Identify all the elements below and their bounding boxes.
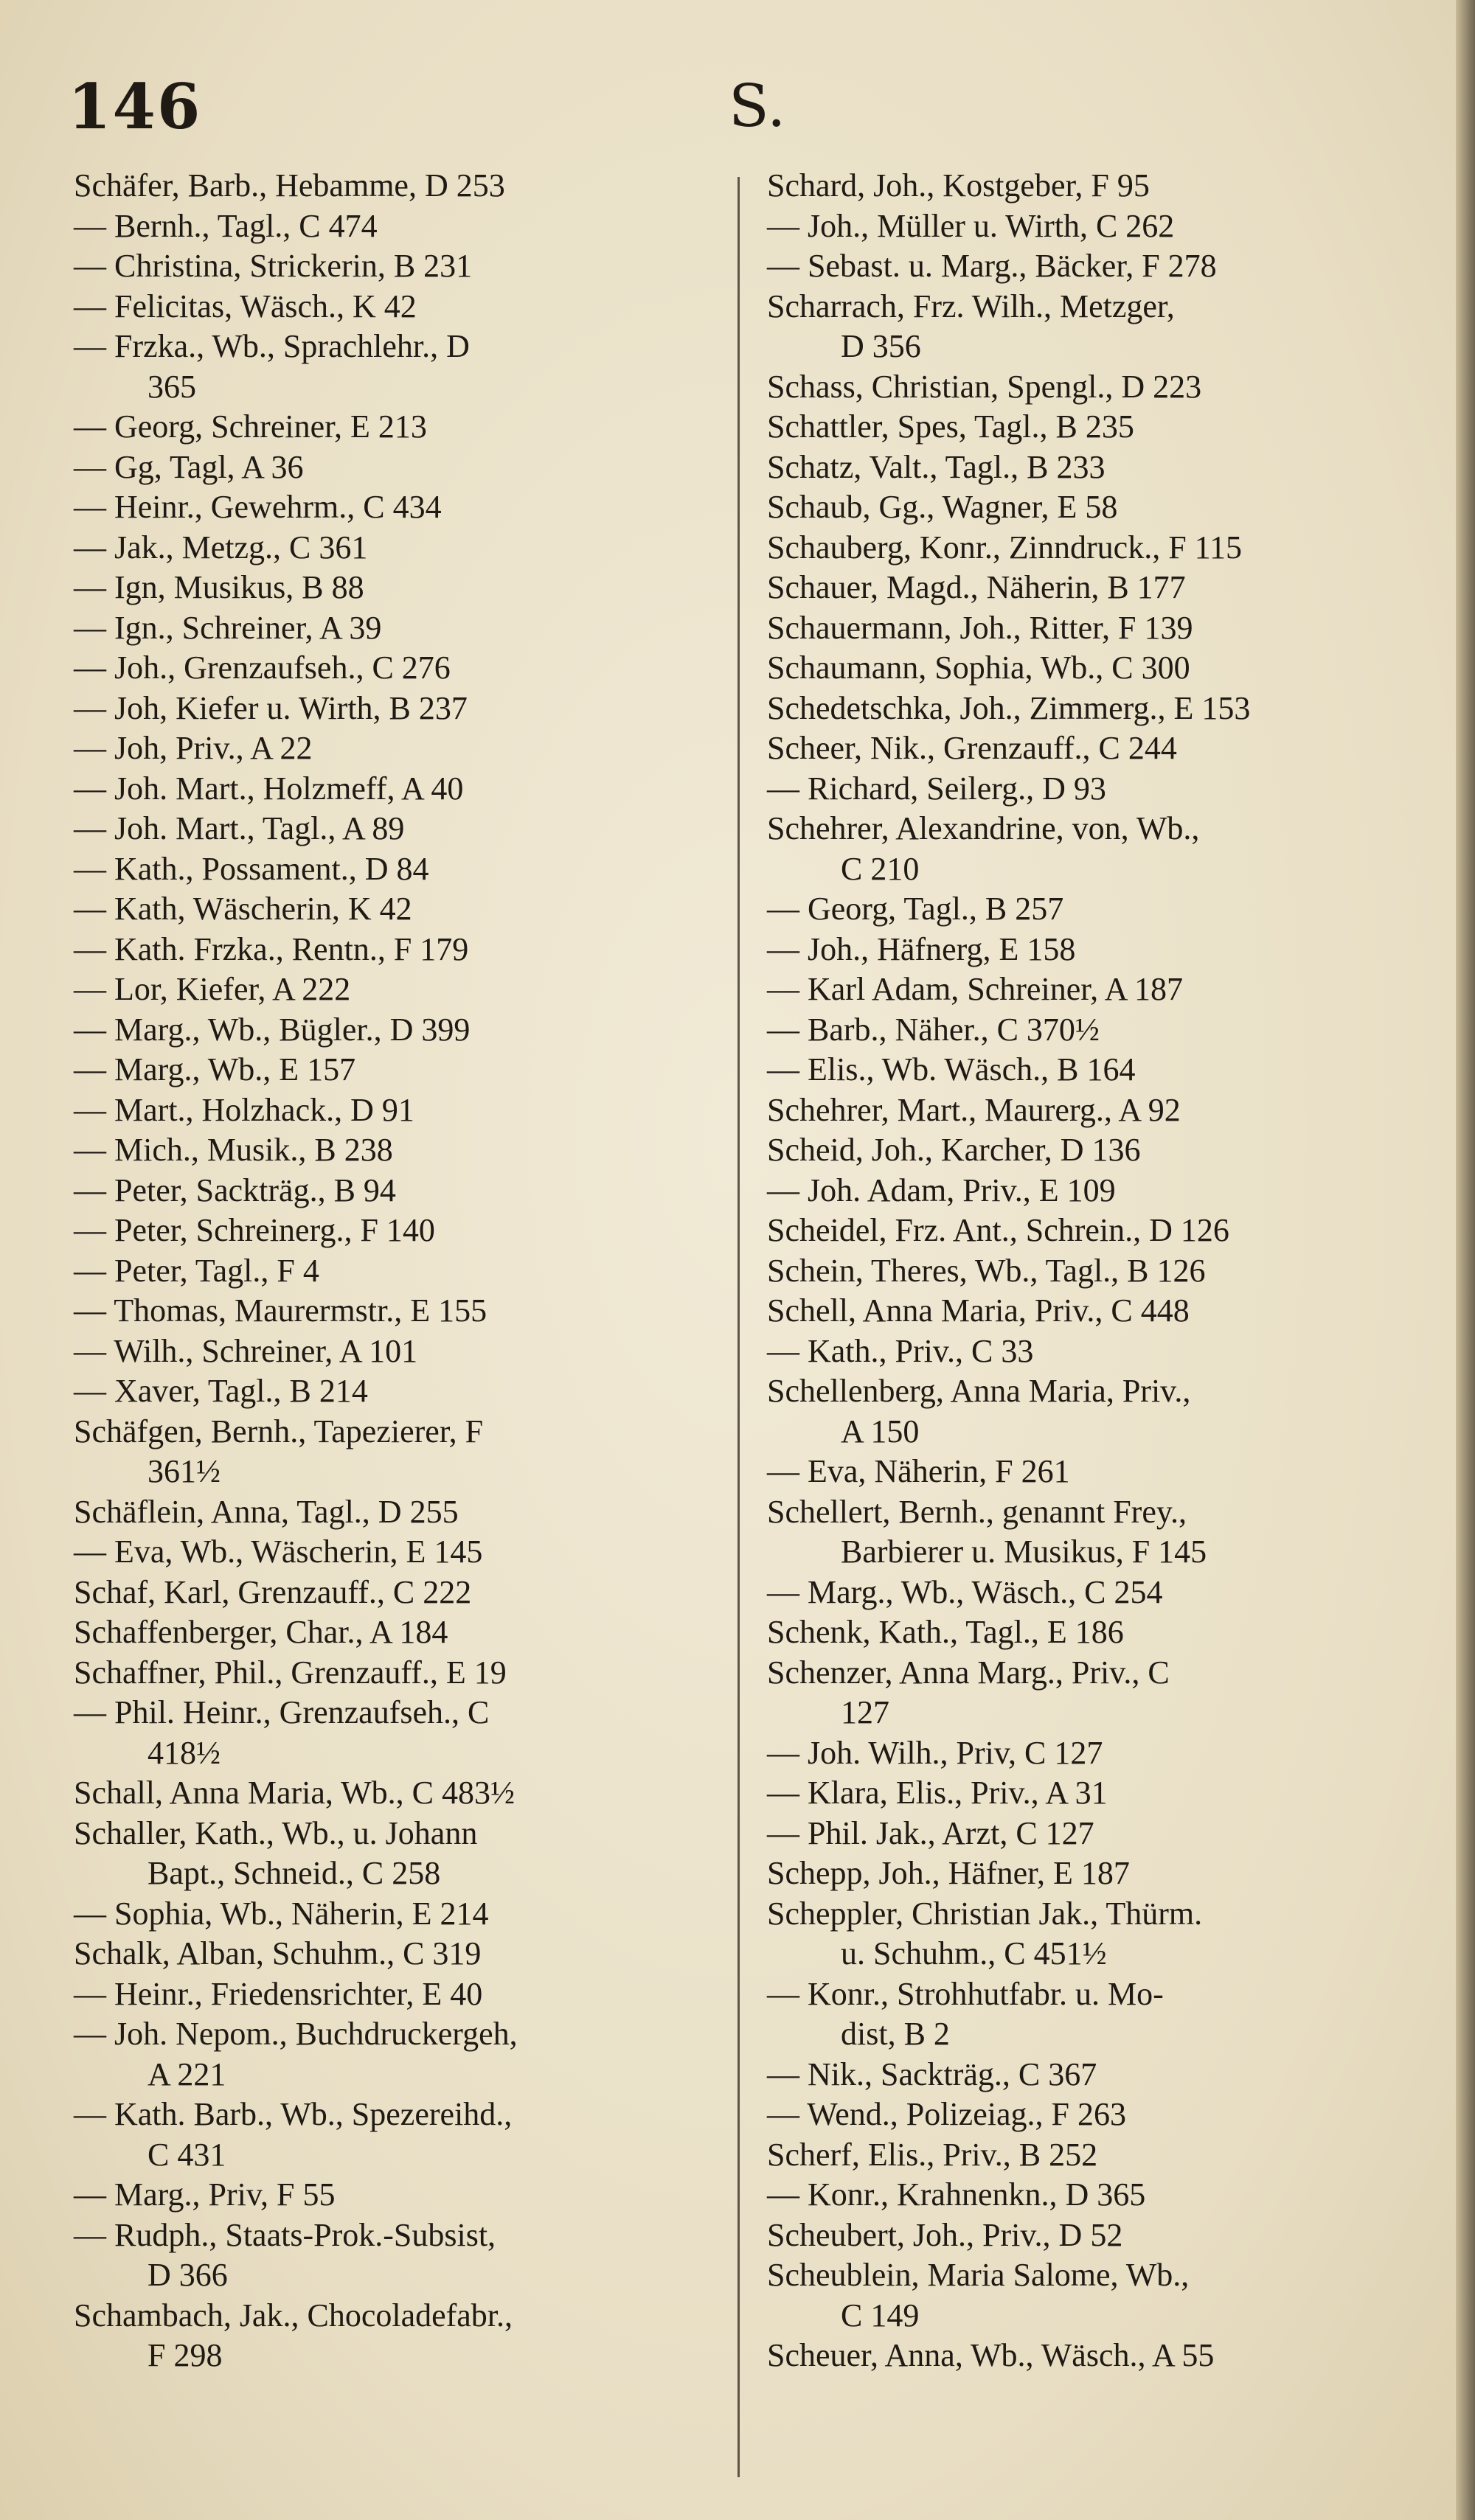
directory-entry: Schäfgen, Bernh., Tapezierer, F (74, 1413, 484, 1449)
directory-entry: Schäflein, Anna, Tagl., D 255 (74, 1493, 459, 1530)
sub-entry: — Peter, Schreinerg., F 140 (74, 1212, 435, 1248)
directory-entry: Schauer, Magd., Näherin, B 177 (767, 569, 1186, 605)
sub-entry: — Peter, Tagl., F 4 (74, 1252, 319, 1289)
sub-entry: — Eva, Näherin, F 261 (767, 1453, 1070, 1489)
directory-entry: Scheid, Joh., Karcher, D 136 (767, 1132, 1141, 1168)
directory-entry: Schaffenberger, Char., A 184 (74, 1614, 448, 1650)
directory-entry: Schauberg, Konr., Zinndruck., F 115 (767, 529, 1243, 565)
sub-entry: — Frzka., Wb., Sprachlehr., D (74, 328, 470, 364)
entry-continuation: 418½ (148, 1734, 221, 1771)
directory-entry: Scheublein, Maria Salome, Wb., (767, 2257, 1190, 2293)
sub-entry: — Heinr., Gewehrm., C 434 (74, 489, 442, 525)
column-divider (738, 177, 740, 2477)
directory-entry: Schehrer, Alexandrine, von, Wb., (767, 810, 1200, 846)
directory-entry: Scherf, Elis., Priv., B 252 (767, 2136, 1098, 2173)
directory-entry: Scheubert, Joh., Priv., D 52 (767, 2216, 1123, 2253)
directory-entry: Schaller, Kath., Wb., u. Johann (74, 1814, 478, 1851)
sub-entry: — Joh. Mart., Tagl., A 89 (74, 810, 405, 846)
directory-entry: Schauermann, Joh., Ritter, F 139 (767, 609, 1193, 646)
directory-entry: Schall, Anna Maria, Wb., C 483½ (74, 1775, 515, 1811)
sub-entry: — Joh, Priv., A 22 (74, 730, 313, 766)
directory-entry: Scheuer, Anna, Wb., Wäsch., A 55 (767, 2337, 1215, 2373)
sub-entry: — Ign, Musikus, B 88 (74, 569, 364, 605)
sub-entry: — Marg., Priv, F 55 (74, 2176, 336, 2213)
page-edge (1456, 0, 1475, 2520)
sub-entry: — Georg, Schreiner, E 213 (74, 408, 427, 445)
directory-entry: Schedetschka, Joh., Zimmerg., E 153 (767, 689, 1251, 726)
directory-entry: Schäfer, Barb., Hebamme, D 253 (74, 167, 505, 203)
directory-entry: Schard, Joh., Kostgeber, F 95 (767, 167, 1150, 203)
sub-entry: — Ign., Schreiner, A 39 (74, 609, 382, 646)
sub-entry: — Joh. Adam, Priv., E 109 (767, 1172, 1116, 1208)
entry-continuation: D 366 (148, 2257, 228, 2293)
sub-entry: — Kath, Wäscherin, K 42 (74, 891, 412, 927)
sub-entry: — Nik., Sackträg., C 367 (767, 2056, 1097, 2092)
sub-entry: — Eva, Wb., Wäscherin, E 145 (74, 1534, 483, 1570)
sub-entry: — Joh. Nepom., Buchdruckergeh, (74, 2016, 518, 2052)
sub-entry: — Marg., Wb., Bügler., D 399 (74, 1011, 471, 1048)
entry-continuation: u. Schuhm., C 451½ (841, 1935, 1107, 1971)
entry-continuation: F 298 (148, 2337, 223, 2373)
directory-entry: Schaffner, Phil., Grenzauff., E 19 (74, 1654, 507, 1691)
entry-continuation: C 210 (841, 850, 920, 887)
sub-entry: — Mich., Musik., B 238 (74, 1132, 393, 1168)
directory-entry: Schein, Theres, Wb., Tagl., B 126 (767, 1252, 1206, 1289)
directory-entry: Schell, Anna Maria, Priv., C 448 (767, 1292, 1190, 1329)
sub-entry: — Marg., Wb., Wäsch., C 254 (767, 1573, 1163, 1610)
sub-entry: — Georg, Tagl., B 257 (767, 891, 1064, 927)
sub-entry: — Kath., Possament., D 84 (74, 850, 429, 887)
directory-entry: Schaf, Karl, Grenzauff., C 222 (74, 1573, 472, 1610)
entry-continuation: dist, B 2 (841, 2016, 950, 2052)
sub-entry: — Joh., Müller u. Wirth, C 262 (767, 207, 1175, 244)
sub-entry: — Lor, Kiefer, A 222 (74, 971, 351, 1007)
directory-entry: Schass, Christian, Spengl., D 223 (767, 368, 1202, 405)
sub-entry: — Rudph., Staats-Prok.-Subsist, (74, 2216, 496, 2253)
sub-entry: — Karl Adam, Schreiner, A 187 (767, 971, 1184, 1007)
sub-entry: — Thomas, Maurermstr., E 155 (74, 1292, 487, 1329)
sub-entry: — Joh. Mart., Holzmeff, A 40 (74, 770, 464, 807)
sub-entry: — Sebast. u. Marg., Bäcker, F 278 (767, 248, 1217, 284)
sub-entry: — Peter, Sackträg., B 94 (74, 1172, 396, 1208)
entry-continuation: C 149 (841, 2297, 920, 2333)
directory-entry: Schaumann, Sophia, Wb., C 300 (767, 650, 1190, 686)
entry-continuation: C 431 (148, 2136, 226, 2173)
sub-entry: — Joh., Häfnerg, E 158 (767, 930, 1076, 967)
sub-entry: — Phil. Jak., Arzt, C 127 (767, 1814, 1094, 1851)
sub-entry: — Barb., Näher., C 370½ (767, 1011, 1100, 1048)
directory-entry: Scharrach, Frz. Wilh., Metzger, (767, 288, 1175, 324)
sub-entry: — Richard, Seilerg., D 93 (767, 770, 1106, 807)
sub-entry: — Felicitas, Wäsch., K 42 (74, 288, 417, 324)
directory-entry: Schepp, Joh., Häfner, E 187 (767, 1855, 1130, 1891)
directory-entry: Scheidel, Frz. Ant., Schrein., D 126 (767, 1212, 1229, 1248)
directory-entry: Schambach, Jak., Chocoladefabr., (74, 2297, 513, 2333)
sub-entry: — Bernh., Tagl., C 474 (74, 207, 378, 244)
sub-entry: — Kath., Priv., C 33 (767, 1332, 1034, 1369)
sub-entry: — Klara, Elis., Priv., A 31 (767, 1775, 1108, 1811)
sub-entry: — Phil. Heinr., Grenzaufseh., C (74, 1694, 490, 1730)
right-column (767, 166, 1431, 2376)
sub-entry: — Kath. Frzka., Rentn., F 179 (74, 930, 469, 967)
sub-entry: — Mart., Holzhack., D 91 (74, 1091, 414, 1128)
directory-entry: Scheer, Nik., Grenzauff., C 244 (767, 730, 1177, 766)
page-header (0, 70, 1475, 151)
sub-entry: — Wilh., Schreiner, A 101 (74, 1332, 418, 1369)
sub-entry: — Konr., Strohhutfabr. u. Mo- (767, 1975, 1164, 2012)
directory-entry: Schalk, Alban, Schuhm., C 319 (74, 1935, 482, 1971)
sub-entry: — Heinr., Friedensrichter, E 40 (74, 1975, 483, 2012)
entry-continuation: A 221 (148, 2056, 226, 2092)
section-letter: S. (729, 72, 786, 140)
sub-entry: — Wend., Polizeiag., F 263 (767, 2096, 1126, 2132)
entry-continuation: Barbierer u. Musikus, F 145 (841, 1534, 1207, 1570)
directory-entry: Scheppler, Christian Jak., Thürm. (767, 1895, 1203, 1932)
directory-entry: Schellenberg, Anna Maria, Priv., (767, 1373, 1191, 1409)
sub-entry: — Joh. Wilh., Priv, C 127 (767, 1734, 1103, 1771)
sub-entry: — Xaver, Tagl., B 214 (74, 1373, 368, 1409)
directory-entry: Schattler, Spes, Tagl., B 235 (767, 408, 1134, 445)
directory-entry: Schellert, Bernh., genannt Frey., (767, 1493, 1187, 1530)
entry-continuation: 365 (148, 368, 196, 405)
sub-entry: — Gg, Tagl, A 36 (74, 448, 304, 485)
entry-continuation: Bapt., Schneid., C 258 (148, 1855, 441, 1891)
page-number: 146 (68, 70, 202, 143)
sub-entry: — Christina, Strickerin, B 231 (74, 248, 473, 284)
entry-continuation: D 356 (841, 328, 921, 364)
directory-entry: Schenzer, Anna Marg., Priv., C (767, 1654, 1170, 1691)
sub-entry: — Elis., Wb. Wäsch., B 164 (767, 1051, 1136, 1087)
directory-entry: Schenk, Kath., Tagl., E 186 (767, 1614, 1124, 1650)
sub-entry: — Joh, Kiefer u. Wirth, B 237 (74, 689, 468, 726)
directory-entry: Schatz, Valt., Tagl., B 233 (767, 448, 1106, 485)
sub-entry: — Konr., Krahnenkn., D 365 (767, 2176, 1146, 2213)
sub-entry: — Jak., Metzg., C 361 (74, 529, 368, 565)
sub-entry: — Sophia, Wb., Näherin, E 214 (74, 1895, 489, 1932)
entry-continuation: 361½ (148, 1453, 221, 1489)
left-column (74, 166, 738, 2376)
entry-continuation: 127 (841, 1694, 889, 1730)
directory-entry: Schehrer, Mart., Maurerg., A 92 (767, 1091, 1181, 1128)
entry-continuation: A 150 (841, 1413, 920, 1449)
sub-entry: — Kath. Barb., Wb., Spezereihd., (74, 2096, 513, 2132)
sub-entry: — Joh., Grenzaufseh., C 276 (74, 650, 451, 686)
directory-entry: Schaub, Gg., Wagner, E 58 (767, 489, 1118, 525)
sub-entry: — Marg., Wb., E 157 (74, 1051, 356, 1087)
